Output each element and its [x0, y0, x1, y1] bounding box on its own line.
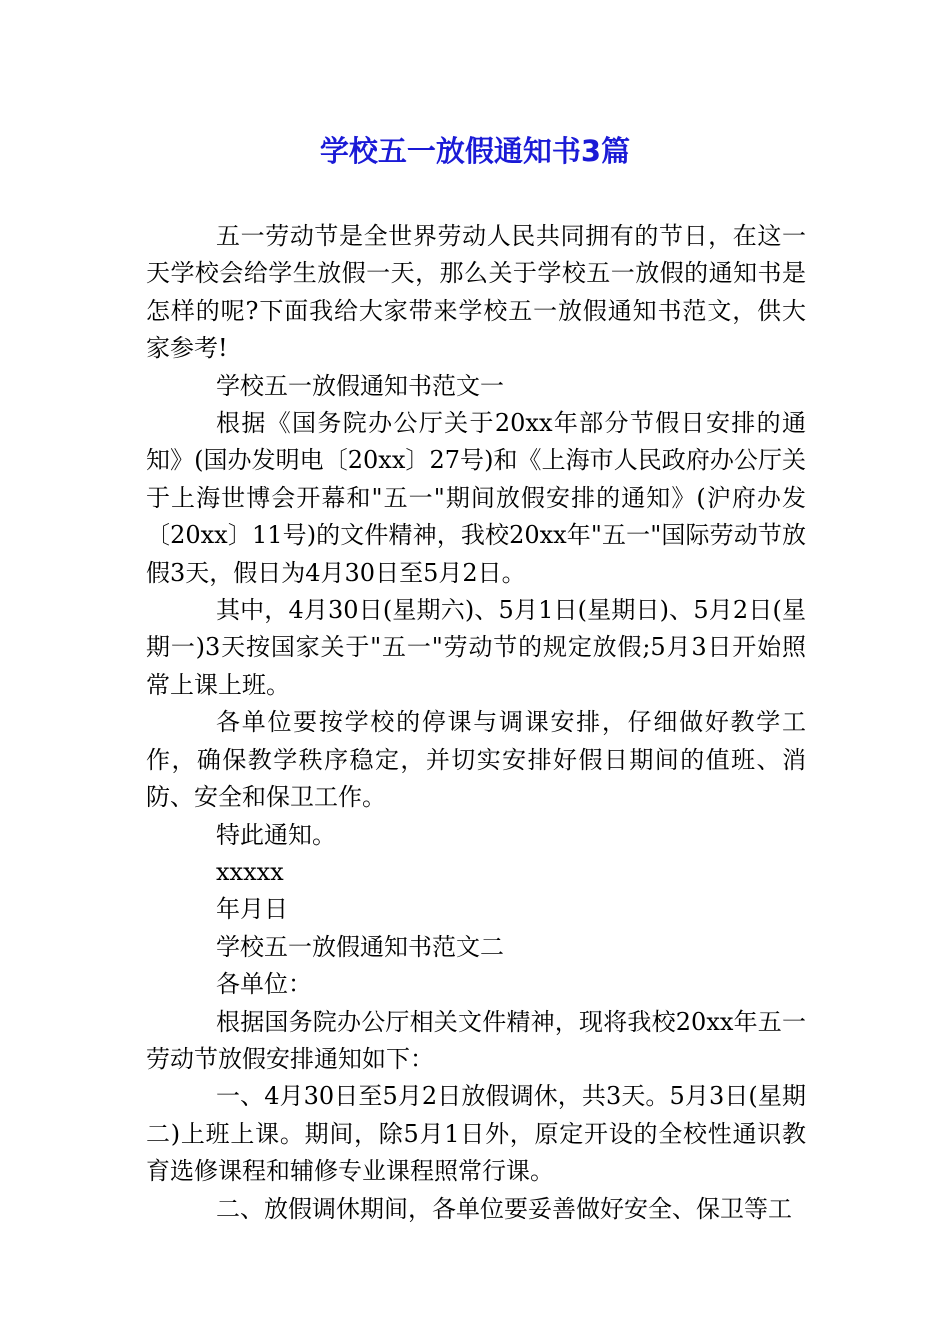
intro-paragraph: 五一劳动节是全世界劳动人民共同拥有的节日，在这一天学校会给学生放假一天，那么关于学校五一放假的通知书是怎样的呢?下面我给大家带来学校五一放假通知书范文，供大家参考!: [146, 222, 806, 363]
paragraph: 一、4月30日至5月2日放假调休，共3天。5月3日(星期二)上班上课。期间，除5月1日外，原定开设的全校性通识教育选修课程和辅修专业课程照常行课。: [146, 1082, 806, 1186]
section-heading-1: 学校五一放假通知书范文一: [216, 371, 504, 400]
paragraph: 各单位要按学校的停课与调课安排，仔细做好教学工作，确保教学秩序稳定，并切实安排好假日期间的值班、消防、安全和保卫工作。: [146, 708, 806, 812]
section-heading-2: 学校五一放假通知书范文二: [216, 932, 504, 961]
date-line: 年月日: [216, 895, 288, 924]
paragraph: 二、放假调休期间，各单位要妥善做好安全、保卫等工: [216, 1194, 792, 1223]
document-title: 学校五一放假通知书3篇: [319, 134, 631, 168]
paragraph: 根据《国务院办公厅关于20xx年部分节假日安排的通知》(国办发明电〔20xx〕27号)和《上海市人民政府办公厅关于上海世博会开幕和"五一"期间放假安排的通知》(沪府办发〔20xx〕11号)的文件精神，我校20xx年"五一"国际劳动节放假3天，假日为4月30日至5月2日。: [146, 409, 806, 587]
signature: xxxxx: [216, 857, 284, 886]
salutation: 各单位：: [216, 970, 312, 999]
document-body: [146, 218, 806, 1228]
paragraph: 根据国务院办公厅相关文件精神，现将我校20xx年五一劳动节放假安排通知如下：: [146, 1007, 806, 1073]
paragraph: 其中，4月30日(星期六)、5月1日(星期日)、5月2日(星期一)3天按国家关于"五一"劳动节的规定放假;5月3日开始照常上课上班。: [146, 596, 806, 699]
notice-closing: 特此通知。: [216, 820, 336, 849]
